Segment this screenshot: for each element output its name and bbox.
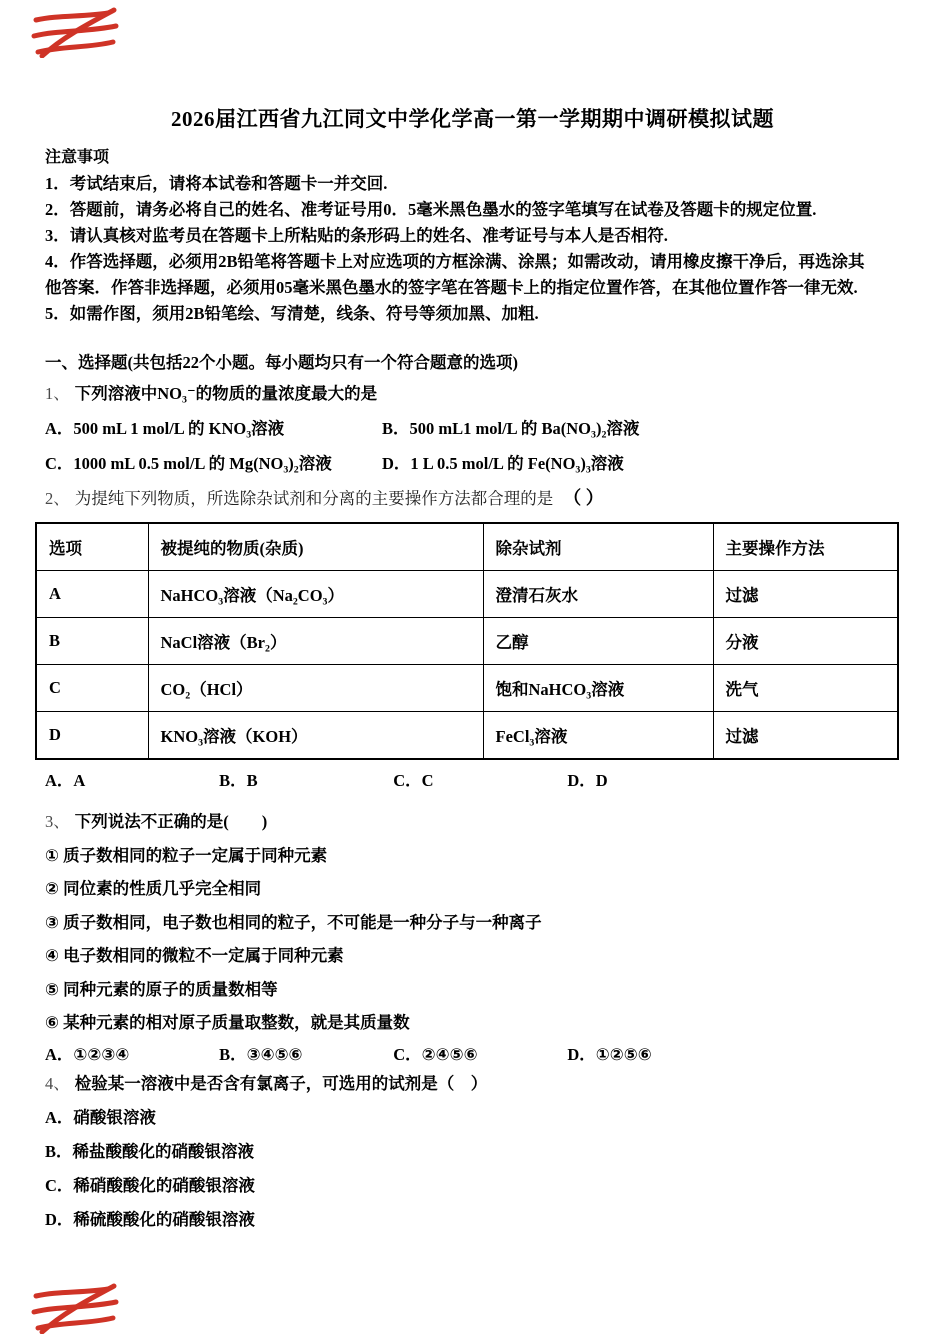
question-4 (45, 1067, 900, 1237)
table-cell: D (36, 712, 148, 760)
q4-option-d: D．稀硫酸酸化的硝酸银溶液 (45, 1210, 255, 1230)
table-cell: NaHCO₃溶液（Na₂CO₃） (148, 571, 483, 618)
q3-option-b: B．③④⑤⑥ (219, 1045, 303, 1065)
notice-item-2: 2．答题前，请务必将自己的姓名、准考证号用0．5毫米黑色墨水的签字笔填写在试卷及答题卡的规定位置. (45, 200, 817, 219)
section-heading: 一、选择题(共包括22个小题。每小题均只有一个符合题意的选项) (45, 353, 518, 372)
notice-item-3: 3．请认真核对监考员在答题卡上所粘贴的条形码上的姓名、准考证号与本人是否相符. (45, 226, 668, 245)
table-header-reagent: 除杂试剂 (483, 523, 713, 571)
q2-option-b: B．B (219, 771, 258, 790)
question-4-number: 4、 (45, 1074, 70, 1094)
q1-option-b: B．500 mL1 mol/L 的 Ba(NO₃)₂溶液 (382, 419, 640, 438)
q4-option-b: B．稀盐酸酸化的硝酸银溶液 (45, 1142, 255, 1162)
question-2-text: 为提纯下列物质，所选除杂试剂和分离的主要操作方法都合理的是 (74, 489, 554, 508)
question-3 (45, 805, 900, 1067)
q3-option-c: C．②④⑤⑥ (393, 1045, 478, 1065)
table-cell: B (36, 618, 148, 665)
q1-option-d: D．1 L 0.5 mol/L 的 Fe(NO₃)₃溶液 (382, 454, 624, 473)
table-cell: 分液 (713, 618, 898, 665)
table-cell: 洗气 (713, 665, 898, 712)
question-3-stem (45, 805, 900, 839)
q3-statement-2: ② 同位素的性质几乎完全相同 (45, 879, 262, 899)
question-3-number: 3、 (45, 812, 70, 831)
table-cell: 过滤 (713, 571, 898, 618)
table-cell: C (36, 665, 148, 712)
table-cell: 饱和NaHCO₃溶液 (483, 665, 713, 712)
table-cell: KNO₃溶液（KOH） (148, 712, 483, 760)
q3-statement-5: ⑤ 同种元素的原子的质量数相等 (45, 979, 278, 999)
table-header-substance: 被提纯的物质(杂质) (148, 523, 483, 571)
question-4-text: 检验某一溶液中是否含有氯离子，可选用的试剂是（ ） (74, 1074, 488, 1094)
question-1-options (45, 411, 900, 481)
table-header-row (36, 523, 898, 571)
question-4-stem (45, 1067, 900, 1101)
table-cell: 乙醇 (483, 618, 713, 665)
q2-option-c: C．C (393, 771, 434, 790)
table-cell: 过滤 (713, 712, 898, 760)
q1-option-c: C．1000 mL 0.5 mol/L 的 Mg(NO₃)₂溶液 (45, 454, 332, 473)
q3-statement-4: ④ 电子数相同的微粒不一定属于同种元素 (45, 946, 344, 966)
table-row (36, 712, 898, 760)
red-scribble-bottom-icon (28, 1282, 124, 1334)
table-row (36, 618, 898, 665)
table-header-method: 主要操作方法 (713, 523, 898, 571)
question-3-options (45, 1043, 900, 1067)
notice-item-1: 1．考试结束后，请将本试卷和答题卡一并交回. (45, 174, 388, 193)
notice-item-5: 5．如需作图，须用2B铅笔绘、写清楚，线条、符号等须加黑、加粗. (45, 304, 539, 323)
notice-section (45, 145, 867, 327)
table-cell: A (36, 571, 148, 618)
q3-option-d: D．①②⑤⑥ (567, 1045, 652, 1065)
table-row (36, 571, 898, 618)
q3-statement-1: ① 质子数相同的粒子一定属于同种元素 (45, 846, 328, 865)
q2-option-a: A．A (45, 771, 86, 790)
table-header-option: 选项 (36, 523, 148, 571)
question-2-answer-bracket: （ ） (563, 488, 604, 508)
question-1-number: 1、 (45, 384, 70, 403)
page-title: 2026届江西省九江同文中学化学高一第一学期期中调研模拟试题 (171, 107, 774, 131)
q3-statement-3: ③ 质子数相同，电子数也相同的粒子，不可能是一种分子与一种离子 (45, 912, 542, 932)
question-2-stem (45, 481, 900, 516)
question-1-text: 下列溶液中NO₃⁻的物质的量浓度最大的是 (74, 384, 378, 403)
question-3-text: 下列说法不正确的是( ) (74, 812, 268, 831)
table-cell: NaCl溶液（Br₂） (148, 618, 483, 665)
q4-option-a: A．硝酸银溶液 (45, 1108, 156, 1128)
q2-option-d: D．D (567, 771, 608, 790)
table-cell: FeCl₃溶液 (483, 712, 713, 760)
table-cell: CO₂（HCl） (148, 665, 483, 712)
question-2-options (45, 769, 900, 793)
q4-option-c: C．稀硝酸酸化的硝酸银溶液 (45, 1176, 255, 1196)
table-row (36, 665, 898, 712)
question-2-number: 2、 (45, 489, 70, 508)
purification-table (35, 522, 899, 760)
q3-statement-6: ⑥ 某种元素的相对原子质量取整数，就是其质量数 (45, 1013, 410, 1033)
notice-heading: 注意事项 (45, 149, 110, 166)
red-scribble-top-icon (28, 6, 124, 58)
q3-option-a: A．①②③④ (45, 1045, 130, 1065)
q1-option-a: A．500 mL 1 mol/L 的 KNO₃溶液 (45, 419, 285, 438)
question-1-stem (45, 377, 900, 411)
notice-item-4: 4．作答选择题，必须用2B铅笔将答题卡上对应选项的方框涂满、涂黑；如需改动，请用橡皮擦干净后，再选涂其他答案．作答非选择题，必须用05毫米黑色墨水的签字笔在答题卡上的指定位置作答，在其他位置作答一律无效. (45, 252, 865, 297)
table-cell: 澄清石灰水 (483, 571, 713, 618)
